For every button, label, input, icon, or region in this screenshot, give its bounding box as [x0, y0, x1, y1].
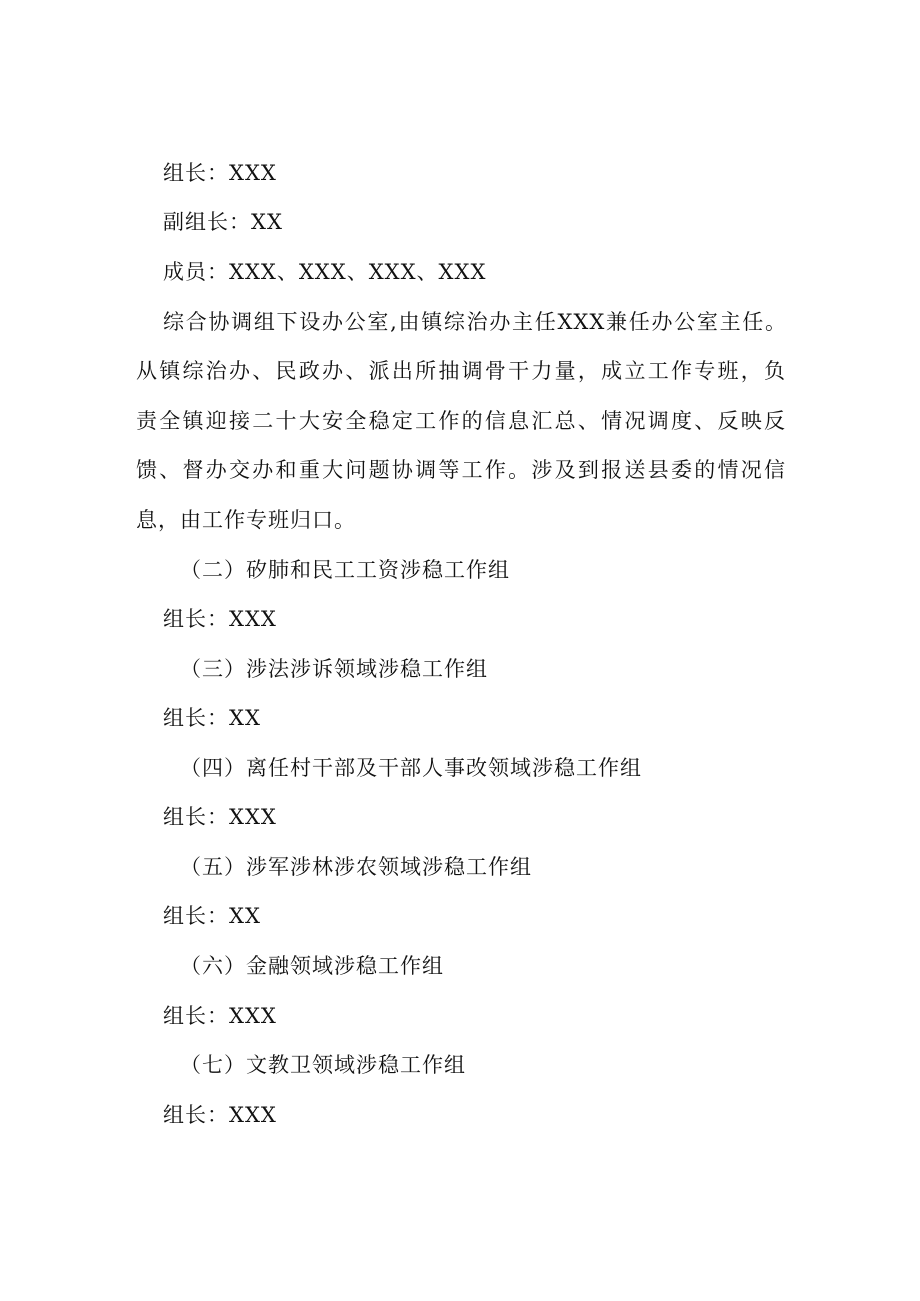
office-paragraph-line-2: 从镇综治办、民政办、派出所抽调骨干力量，成立工作专班，负 — [136, 359, 786, 383]
section-heading-7: （七）文教卫领域涉稳工作组 — [180, 1053, 466, 1077]
office-paragraph-line-1: 综合协调组下设办公室,由镇综治办主任XXX兼任办公室主任。 — [163, 310, 787, 334]
leader-line: 组长：XXX — [163, 1004, 277, 1028]
section-heading-2: （二）矽肺和民工工资涉稳工作组 — [180, 558, 510, 582]
leader-line: 组长：XX — [163, 904, 261, 928]
section-heading-5: （五）涉军涉林涉农领域涉稳工作组 — [180, 855, 532, 879]
office-paragraph-line-4: 馈、督办交办和重大问题协调等工作。涉及到报送县委的情况信 — [136, 458, 786, 482]
office-paragraph-line-5: 息，由工作专班归口。 — [136, 508, 356, 532]
office-paragraph-line-3: 责全镇迎接二十大安全稳定工作的信息汇总、情况调度、反映反 — [136, 409, 786, 433]
leader-line: 组长：XXX — [163, 607, 277, 631]
section-heading-4: （四）离任村干部及干部人事改领域涉稳工作组 — [180, 756, 642, 780]
leader-line: 组长：XX — [163, 706, 261, 730]
leader-line: 组长：XXX — [163, 1103, 277, 1127]
members-line: 成员：XXX、XXX、XXX、XXX — [163, 260, 487, 284]
section-heading-6: （六）金融领域涉稳工作组 — [180, 954, 444, 978]
section-heading-3: （三）涉法涉诉领域涉稳工作组 — [180, 657, 488, 681]
leader-line: 组长：XXX — [163, 805, 277, 829]
deputy-leader-line: 副组长：XX — [163, 210, 283, 234]
leader-line: 组长：XXX — [163, 161, 277, 185]
